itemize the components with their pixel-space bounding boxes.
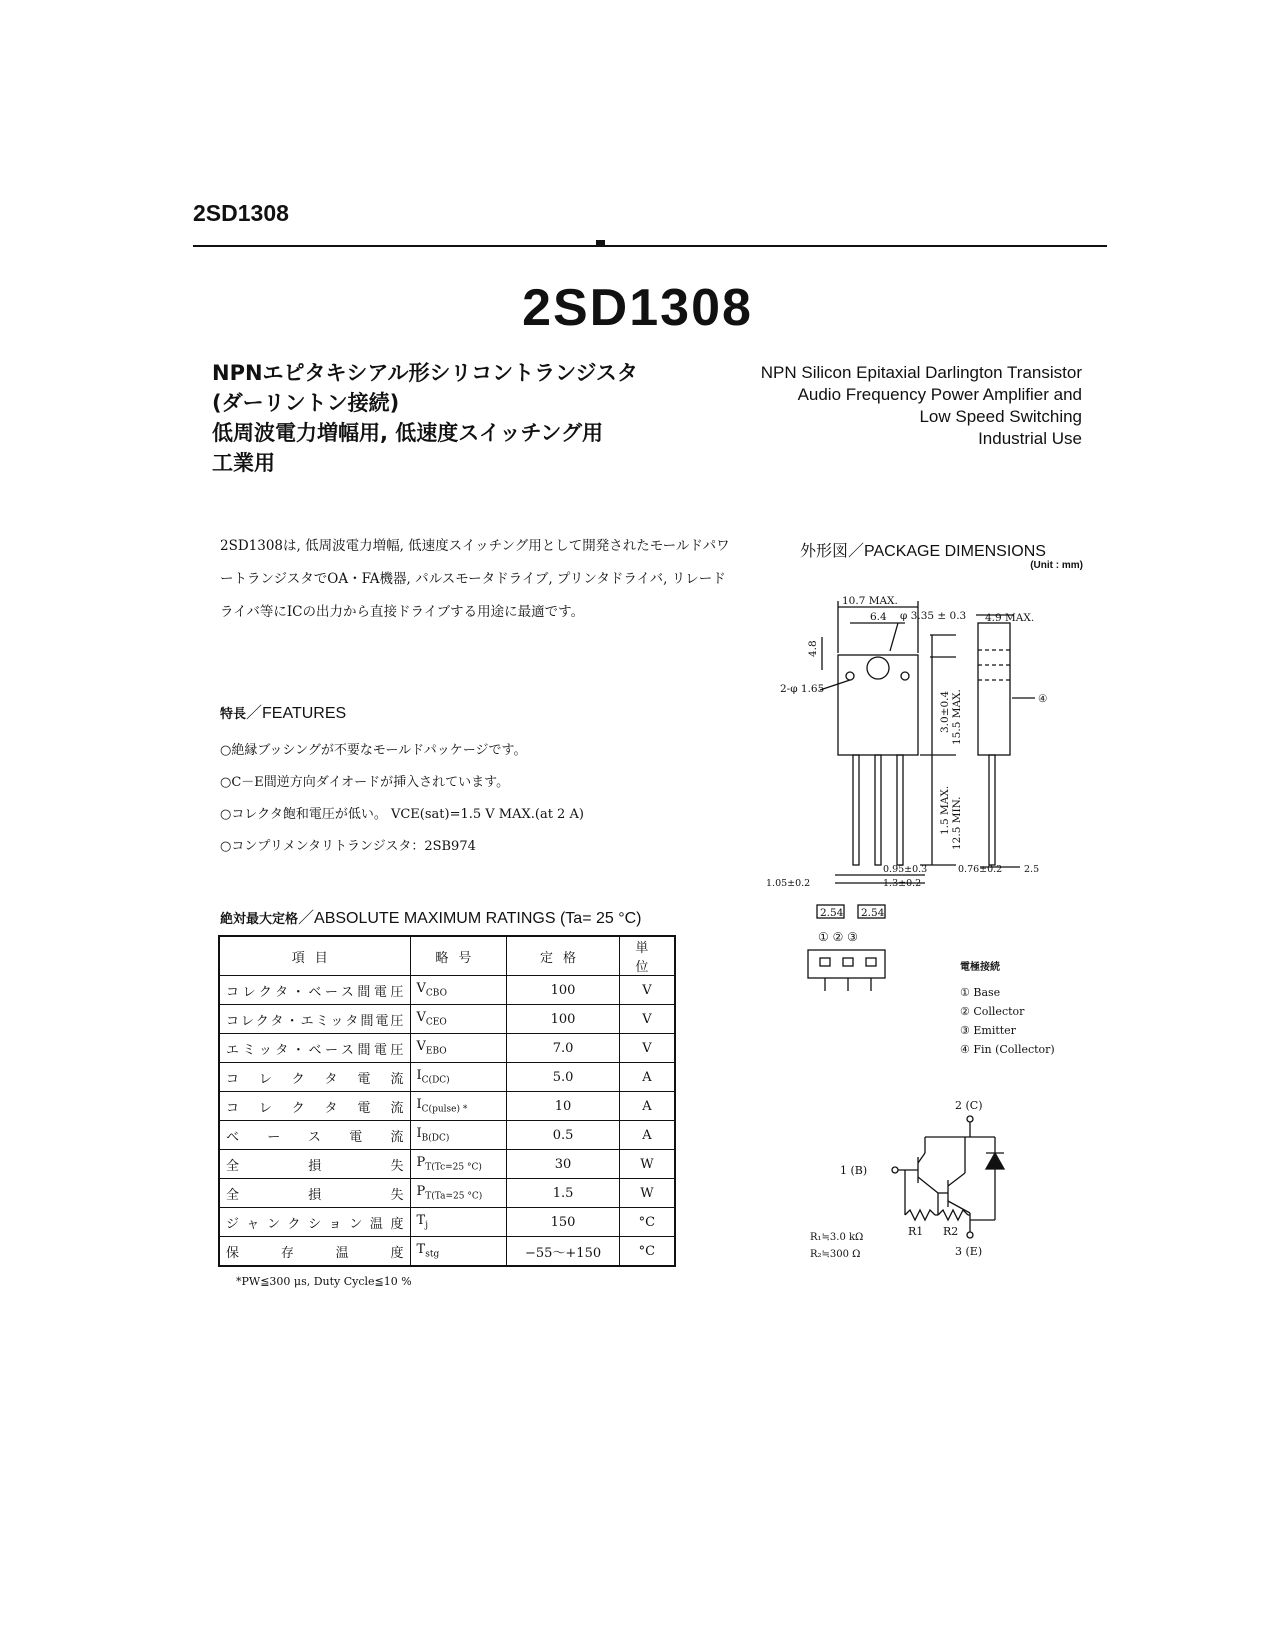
rating-item: コレクタ電流 [219, 1063, 410, 1092]
rating-symbol-sub: CBO [425, 988, 447, 999]
rating-unit: W [619, 1150, 675, 1179]
ratings-heading-jp: 絶対最大定格 [220, 912, 299, 927]
rating-symbol [410, 1150, 507, 1179]
en-title-line2: Audio Frequency Power Amplifier and [797, 385, 1082, 404]
rating-value: −55～+150 [507, 1237, 619, 1267]
package-unit: (Unit : mm) [1030, 560, 1083, 571]
header-rule-mark [596, 240, 605, 246]
rating-item: ベース電流 [219, 1121, 410, 1150]
rating-unit: V [619, 1005, 675, 1034]
dim-mount-hole: 2-φ 1.65 [780, 683, 825, 695]
rating-unit: V [619, 976, 675, 1005]
dim-pitch-b: 1.3±0.2 [883, 878, 922, 889]
dim-pitch-2: 2.54 [861, 907, 885, 919]
rating-symbol-sub: C(pulse) * [421, 1104, 468, 1115]
rating-symbol-sub: T(Ta=25 °C) [425, 1191, 483, 1202]
rating-symbol-sub: EBO [425, 1046, 447, 1057]
ratings-body [219, 976, 675, 1267]
rating-item: コレクタ・ベース間電圧 [219, 976, 410, 1005]
dim-lead-width: 0.95±0.3 [883, 864, 928, 875]
en-title-line1: NPN Silicon Epitaxial Darlington Transistor [760, 363, 1082, 382]
rating-symbol [410, 1121, 507, 1150]
rating-symbol [410, 1208, 507, 1237]
rating-item: 全損失 [219, 1150, 410, 1179]
dim-lead-b: 12.5 MIN. [951, 796, 963, 850]
package-drawing [766, 595, 1100, 1025]
dim-lead-thick: 0.76±0.2 [958, 864, 1003, 875]
rating-value: 5.0 [507, 1063, 619, 1092]
rating-symbol-main: T [416, 1213, 426, 1229]
lead-3 [897, 755, 903, 865]
rating-unit: °C [619, 1208, 675, 1237]
rating-value: 7.0 [507, 1034, 619, 1063]
rating-symbol-main: V [416, 1010, 426, 1026]
rating-symbol-sub: j [425, 1220, 428, 1231]
col-symbol: 略号 [410, 936, 507, 976]
ratings-row [219, 1179, 675, 1208]
feature-item: ○C－E間逆方向ダイオードが挿入されています。 [220, 775, 510, 790]
collector-terminal [967, 1116, 973, 1122]
rating-item: エミッタ・ベース間電圧 [219, 1034, 410, 1063]
dim-pitch-1: 2.54 [820, 907, 844, 919]
ratings-row [219, 1034, 675, 1063]
ratings-row [219, 1121, 675, 1150]
rating-symbol-main: V [416, 981, 426, 997]
feature-item: ○コンプリメンタリトランジスタ：2SB974 [220, 839, 476, 854]
pin-hole-left [846, 672, 854, 680]
r1-value: R₁≒3.0 kΩ [810, 1232, 864, 1243]
ratings-row [219, 1150, 675, 1179]
rating-value: 100 [507, 1005, 619, 1034]
lead-2 [875, 755, 881, 865]
features-heading-jp: 特長 [220, 707, 247, 722]
r2-value: R₂≒300 Ω [810, 1249, 861, 1260]
pin-marks: ① ② ③ [818, 930, 858, 944]
rating-symbol-main: I [416, 1126, 422, 1142]
ratings-row [219, 1063, 675, 1092]
rating-value: 0.5 [507, 1121, 619, 1150]
ratings-row [219, 1208, 675, 1237]
rating-symbol-main: P [416, 1184, 426, 1200]
ratings-table [218, 935, 676, 1267]
rating-symbol-sub: CEO [425, 1017, 447, 1028]
jp-title-line2: (ダーリントン接続) [212, 391, 400, 415]
rating-item: コレクタ・エミッタ間電圧 [219, 1005, 410, 1034]
rating-unit: A [619, 1063, 675, 1092]
package-body [838, 655, 918, 755]
rating-unit: W [619, 1179, 675, 1208]
rating-symbol-main: I [416, 1097, 422, 1113]
ratings-footnote: *PW≦300 μs, Duty Cycle≦10 % [236, 1275, 412, 1288]
rating-item: 全損失 [219, 1179, 410, 1208]
rating-item: ジャンクション温度 [219, 1208, 410, 1237]
header-rule [193, 245, 1107, 247]
rating-item: コレクタ電流 [219, 1092, 410, 1121]
rating-value: 30 [507, 1150, 619, 1179]
package-side-view [978, 623, 1010, 755]
en-title-line4: Industrial Use [978, 429, 1082, 448]
rating-symbol-sub: stg [425, 1249, 440, 1260]
description: 2SD1308は, 低周波電力増幅, 低速度スイッチング用として開発されたモールドパワートランジスタでOA・FA機器, パルスモータドライブ, プリンタドライバ, リレードライバ等にICの出力から直接ドライブする用途に最適です。 [220, 538, 730, 620]
pin-hole-right [901, 672, 909, 680]
jp-title-line3: 低周波電力増幅用, 低速度スイッチング用 [212, 421, 603, 445]
pinout-item: ① Base [960, 986, 1001, 999]
rating-symbol-sub: T(Tc=25 °C) [425, 1162, 482, 1173]
col-unit: 単位 [619, 936, 675, 976]
features-heading-en: ／FEATURES [246, 705, 347, 722]
pinout-item: ③ Emitter [960, 1024, 1016, 1037]
rating-value: 10 [507, 1092, 619, 1121]
dim-top-height: 4.8 [807, 640, 819, 657]
feature-item: ○コレクタ飽和電圧が低い。 VCE(sat)=1.5 V MAX.(at 2 A) [220, 807, 584, 822]
dim-width: 10.7 MAX. [842, 595, 898, 607]
rating-unit: A [619, 1121, 675, 1150]
r1-label: R1 [908, 1225, 924, 1238]
rating-symbol [410, 1063, 507, 1092]
page-title: 2SD1308 [522, 279, 753, 337]
rating-value: 1.5 [507, 1179, 619, 1208]
ratings-row [219, 976, 675, 1005]
en-title-block [761, 362, 1082, 450]
rating-symbol-main: I [416, 1068, 422, 1084]
pinout-title: 電極接続 [960, 962, 1000, 973]
rating-symbol-sub: B(DC) [421, 1133, 450, 1144]
base-terminal [892, 1167, 898, 1173]
ratings-row [219, 1005, 675, 1034]
pinout-item: ② Collector [960, 1005, 1025, 1018]
rating-value: 100 [507, 976, 619, 1005]
features-heading [220, 700, 584, 723]
rating-symbol [410, 1034, 507, 1063]
darlington-schematic [810, 1095, 1090, 1265]
lead-1 [853, 755, 859, 865]
rating-unit: V [619, 1034, 675, 1063]
rating-symbol-main: V [416, 1039, 426, 1055]
dim-height-b: 15.5 MAX. [951, 689, 963, 745]
emitter-label: 3 (E) [955, 1245, 983, 1258]
rating-symbol [410, 1092, 507, 1121]
base-label: 1 (B) [840, 1164, 868, 1177]
dim-thickness: 4.9 MAX. [985, 612, 1035, 624]
pinout-item: ④ Fin (Collector) [960, 1043, 1055, 1056]
dim-height-a: 3.0±0.4 [939, 690, 951, 733]
dim-hole-spacing: 6.4 [870, 611, 887, 623]
jp-title-line4: 工業用 [212, 451, 275, 475]
rating-unit: °C [619, 1237, 675, 1267]
rating-unit: A [619, 1092, 675, 1121]
col-item: 項目 [219, 936, 410, 976]
rating-value: 150 [507, 1208, 619, 1237]
collector-label: 2 (C) [955, 1099, 983, 1112]
pinout-legend [960, 983, 1055, 1059]
package-title: 外形図／PACKAGE DIMENSIONS [800, 543, 1046, 560]
jp-title-line1: NPNエピタキシアル形シリコントランジスタ [212, 361, 638, 385]
feature-item: ○絶縁ブッシングが不要なモールドパッケージです。 [220, 743, 527, 758]
dim-lead-a: 1.5 MAX. [939, 785, 951, 835]
jp-title-block [212, 358, 638, 478]
ratings-header-row [219, 936, 675, 976]
mount-hole [867, 657, 889, 679]
col-rating: 定格 [507, 936, 619, 976]
rating-symbol-main: P [416, 1155, 426, 1171]
rating-item: 保存温度 [219, 1237, 410, 1267]
emitter-terminal [967, 1232, 973, 1238]
features-list [220, 735, 584, 863]
features-section [220, 700, 584, 863]
rating-symbol [410, 1179, 507, 1208]
rating-symbol [410, 1237, 507, 1267]
rating-symbol-main: T [416, 1242, 426, 1258]
en-title-line3: Low Speed Switching [919, 407, 1082, 426]
rating-symbol-sub: C(DC) [421, 1075, 450, 1086]
ratings-row [219, 1237, 675, 1267]
ratings-row [219, 1092, 675, 1121]
header-part-number: 2SD1308 [193, 200, 289, 226]
rating-symbol [410, 976, 507, 1005]
dim-pitch-w: 1.05±0.2 [766, 878, 811, 889]
dim-hole-dia: φ 3.35 ± 0.3 [900, 610, 967, 622]
ratings-heading [220, 905, 642, 928]
dim-offset: 2.5 [1024, 864, 1040, 875]
diode-icon [986, 1153, 1004, 1169]
fin-marker: ④ [1038, 693, 1048, 705]
rating-symbol [410, 1005, 507, 1034]
r2-label: R2 [943, 1225, 959, 1238]
ratings-heading-en: ／ABSOLUTE MAXIMUM RATINGS (Ta= 25 °C) [298, 910, 642, 927]
